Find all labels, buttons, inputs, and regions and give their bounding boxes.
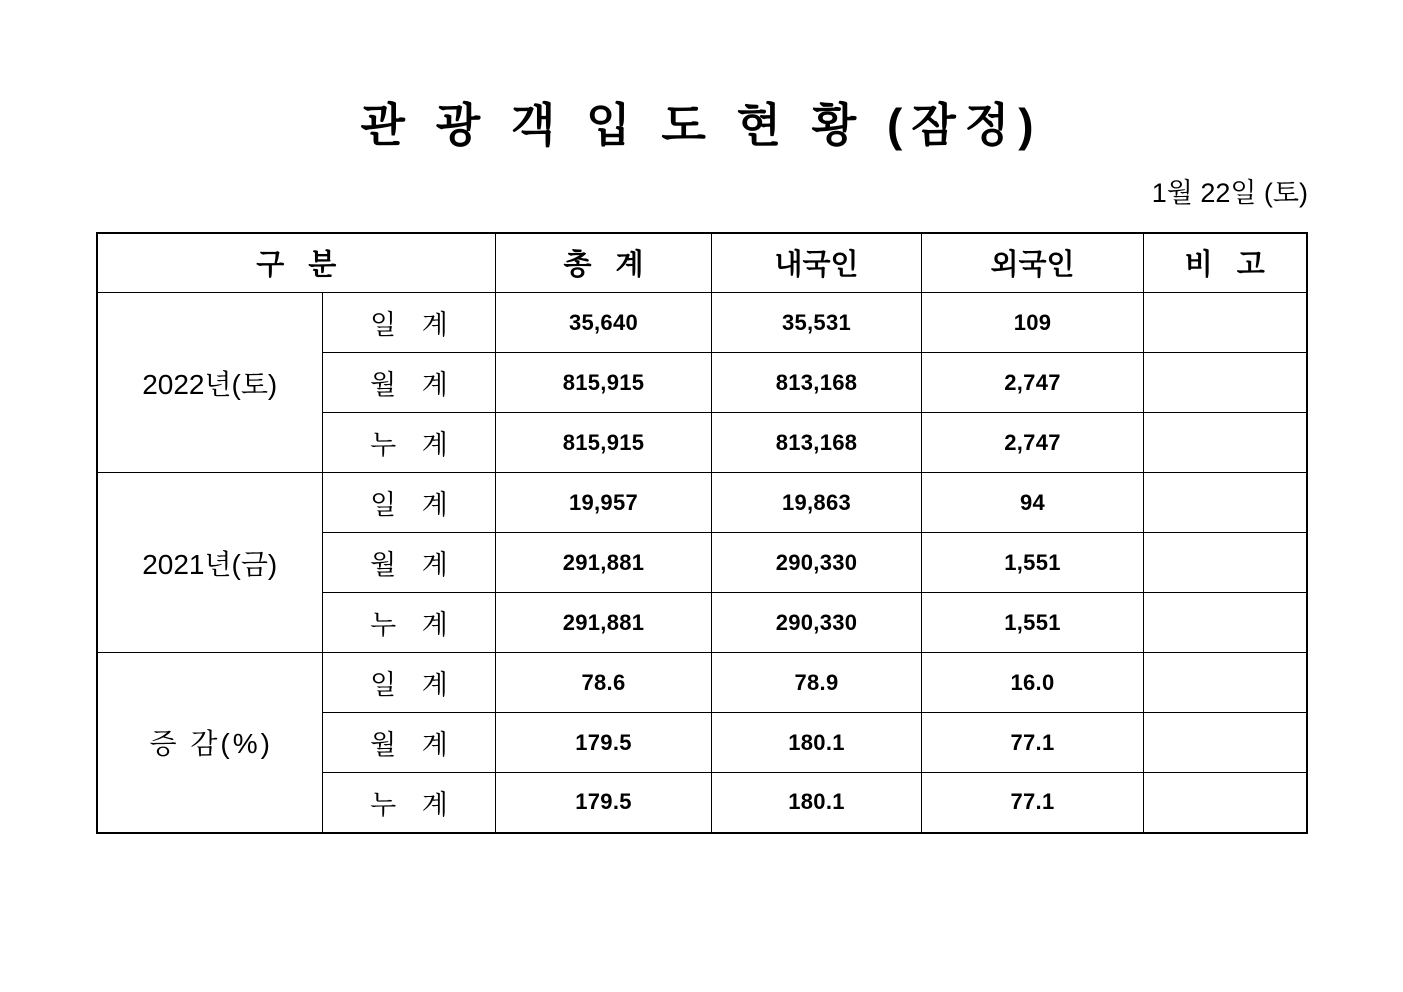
row-label-daily: 일 계 <box>323 293 496 353</box>
cell-note <box>1144 593 1307 653</box>
cell-domestic: 180.1 <box>712 773 922 833</box>
cell-total: 815,915 <box>496 413 712 473</box>
cell-total: 179.5 <box>496 713 712 773</box>
cell-foreign: 1,551 <box>922 593 1144 653</box>
report-date: 1월 22일 (토) <box>1151 177 1308 208</box>
column-header-foreign: 외국인 <box>922 233 1144 293</box>
row-label-cumulative: 누 계 <box>323 593 496 653</box>
table-row <box>97 293 1307 353</box>
row-label-daily: 일 계 <box>323 473 496 533</box>
cell-foreign: 2,747 <box>922 353 1144 413</box>
table-row <box>97 653 1307 713</box>
table-header-row <box>97 233 1307 293</box>
cell-total: 815,915 <box>496 353 712 413</box>
cell-domestic: 19,863 <box>712 473 922 533</box>
cell-foreign: 109 <box>922 293 1144 353</box>
table-row <box>97 473 1307 533</box>
page-title: 관 광 객 입 도 현 황 (잠정) <box>360 99 1043 151</box>
cell-total: 291,881 <box>496 533 712 593</box>
cell-total: 179.5 <box>496 773 712 833</box>
cell-note <box>1144 713 1307 773</box>
cell-note <box>1144 653 1307 713</box>
row-label-monthly: 월 계 <box>323 713 496 773</box>
cell-domestic: 78.9 <box>712 653 922 713</box>
cell-note <box>1144 533 1307 593</box>
cell-total: 78.6 <box>496 653 712 713</box>
cell-domestic: 813,168 <box>712 413 922 473</box>
cell-foreign: 2,747 <box>922 413 1144 473</box>
cell-domestic: 180.1 <box>712 713 922 773</box>
cell-total: 19,957 <box>496 473 712 533</box>
row-label-cumulative: 누 계 <box>323 773 496 833</box>
tourist-arrivals-table <box>96 232 1308 834</box>
cell-note <box>1144 473 1307 533</box>
row-label-daily: 일 계 <box>323 653 496 713</box>
cell-note <box>1144 293 1307 353</box>
cell-note <box>1144 773 1307 833</box>
cell-total: 35,640 <box>496 293 712 353</box>
cell-note <box>1144 353 1307 413</box>
column-header-note: 비 고 <box>1144 233 1307 293</box>
row-label-monthly: 월 계 <box>323 533 496 593</box>
cell-total: 291,881 <box>496 593 712 653</box>
row-label-monthly: 월 계 <box>323 353 496 413</box>
column-header-total: 총 계 <box>496 233 712 293</box>
cell-foreign: 16.0 <box>922 653 1144 713</box>
cell-foreign: 94 <box>922 473 1144 533</box>
cell-domestic: 290,330 <box>712 533 922 593</box>
cell-domestic: 290,330 <box>712 593 922 653</box>
group-label-2022: 2022년(토) <box>97 293 323 473</box>
column-header-category: 구 분 <box>97 233 496 293</box>
cell-foreign: 1,551 <box>922 533 1144 593</box>
cell-foreign: 77.1 <box>922 773 1144 833</box>
column-header-domestic: 내국인 <box>712 233 922 293</box>
cell-foreign: 77.1 <box>922 713 1144 773</box>
row-label-cumulative: 누 계 <box>323 413 496 473</box>
group-label-change-percent: 증 감(%) <box>97 653 323 833</box>
cell-domestic: 35,531 <box>712 293 922 353</box>
group-label-2021: 2021년(금) <box>97 473 323 653</box>
cell-note <box>1144 413 1307 473</box>
cell-domestic: 813,168 <box>712 353 922 413</box>
